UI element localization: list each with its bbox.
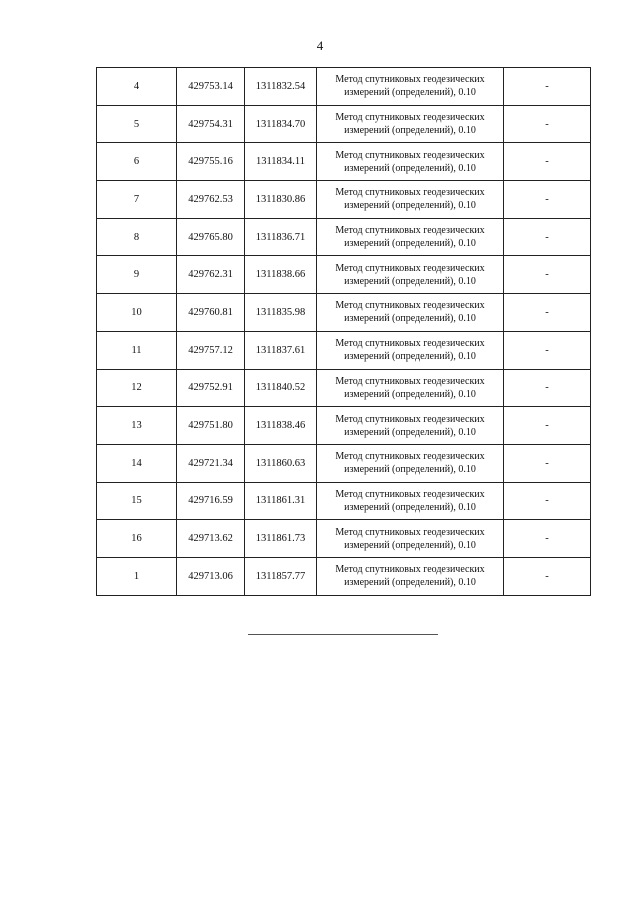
method-line-2: измерений (определений), 0.10 — [344, 87, 476, 99]
page-number: 4 — [316, 38, 324, 53]
note-cell: - — [504, 520, 591, 558]
method-line-1: Метод спутниковых геодезических — [335, 262, 485, 274]
x-coordinate-cell: 429762.53 — [177, 181, 245, 219]
method-cell — [317, 294, 504, 332]
x-coordinate-cell: 429716.59 — [177, 482, 245, 520]
table-row — [97, 520, 591, 558]
method-cell — [317, 181, 504, 219]
y-coordinate-cell: 1311835.98 — [245, 294, 317, 332]
method-line-1: Метод спутниковых геодезических — [335, 112, 485, 124]
method-line-2: измерений (определений), 0.10 — [344, 238, 476, 250]
table-row — [97, 181, 591, 219]
method-cell — [317, 407, 504, 445]
x-coordinate-cell: 429751.80 — [177, 407, 245, 445]
y-coordinate-cell: 1311832.54 — [245, 68, 317, 106]
method-line-2: измерений (определений), 0.10 — [344, 426, 476, 438]
table-row — [97, 218, 591, 256]
x-coordinate-cell: 429721.34 — [177, 444, 245, 482]
x-coordinate-cell: 429760.81 — [177, 294, 245, 332]
table-row — [97, 557, 591, 595]
y-coordinate-cell: 1311840.52 — [245, 369, 317, 407]
note-cell: - — [504, 444, 591, 482]
table-row — [97, 331, 591, 369]
method-line-2: измерений (определений), 0.10 — [344, 388, 476, 400]
table-row — [97, 407, 591, 445]
method-cell — [317, 143, 504, 181]
point-number-cell: 15 — [97, 482, 177, 520]
method-line-2: измерений (определений), 0.10 — [344, 351, 476, 363]
note-cell: - — [504, 294, 591, 332]
method-cell — [317, 444, 504, 482]
method-line-1: Метод спутниковых геодезических — [335, 225, 485, 237]
x-coordinate-cell: 429753.14 — [177, 68, 245, 106]
note-cell: - — [504, 407, 591, 445]
point-number-cell: 11 — [97, 331, 177, 369]
method-line-1: Метод спутниковых геодезических — [335, 526, 485, 538]
method-line-1: Метод спутниковых геодезических — [335, 564, 485, 576]
point-number-cell: 8 — [97, 218, 177, 256]
note-cell: - — [504, 181, 591, 219]
note-cell: - — [504, 218, 591, 256]
method-cell — [317, 369, 504, 407]
coordinates-table-body — [97, 68, 591, 596]
note-cell: - — [504, 482, 591, 520]
method-line-1: Метод спутниковых геодезических — [335, 74, 485, 86]
x-coordinate-cell: 429757.12 — [177, 331, 245, 369]
table-row — [97, 68, 591, 106]
note-cell: - — [504, 68, 591, 106]
table-row — [97, 482, 591, 520]
point-number-cell: 14 — [97, 444, 177, 482]
y-coordinate-cell: 1311834.11 — [245, 143, 317, 181]
method-cell — [317, 105, 504, 143]
y-coordinate-cell: 1311834.70 — [245, 105, 317, 143]
point-number-cell: 4 — [97, 68, 177, 106]
x-coordinate-cell: 429754.31 — [177, 105, 245, 143]
table-row — [97, 105, 591, 143]
method-line-2: измерений (определений), 0.10 — [344, 162, 476, 174]
point-number-cell: 6 — [97, 143, 177, 181]
closing-divider — [248, 634, 438, 635]
x-coordinate-cell: 429713.62 — [177, 520, 245, 558]
y-coordinate-cell: 1311857.77 — [245, 557, 317, 595]
note-cell: - — [504, 256, 591, 294]
point-number-cell: 13 — [97, 407, 177, 445]
y-coordinate-cell: 1311836.71 — [245, 218, 317, 256]
x-coordinate-cell: 429713.06 — [177, 557, 245, 595]
method-line-1: Метод спутниковых геодезических — [335, 187, 485, 199]
note-cell: - — [504, 143, 591, 181]
table-row — [97, 369, 591, 407]
method-cell — [317, 557, 504, 595]
point-number-cell: 10 — [97, 294, 177, 332]
method-line-2: измерений (определений), 0.10 — [344, 501, 476, 513]
y-coordinate-cell: 1311860.63 — [245, 444, 317, 482]
note-cell: - — [504, 557, 591, 595]
table-row — [97, 143, 591, 181]
table-row — [97, 256, 591, 294]
x-coordinate-cell: 429752.91 — [177, 369, 245, 407]
y-coordinate-cell: 1311838.46 — [245, 407, 317, 445]
method-cell — [317, 331, 504, 369]
method-line-2: измерений (определений), 0.10 — [344, 539, 476, 551]
method-line-2: измерений (определений), 0.10 — [344, 200, 476, 212]
x-coordinate-cell: 429755.16 — [177, 143, 245, 181]
table-row — [97, 294, 591, 332]
method-line-2: измерений (определений), 0.10 — [344, 464, 476, 476]
method-line-1: Метод спутниковых геодезических — [335, 338, 485, 350]
y-coordinate-cell: 1311830.86 — [245, 181, 317, 219]
note-cell: - — [504, 331, 591, 369]
point-number-cell: 9 — [97, 256, 177, 294]
coordinates-table — [96, 67, 591, 596]
method-line-2: измерений (определений), 0.10 — [344, 577, 476, 589]
point-number-cell: 5 — [97, 105, 177, 143]
method-line-2: измерений (определений), 0.10 — [344, 313, 476, 325]
method-line-1: Метод спутниковых геодезических — [335, 375, 485, 387]
method-line-2: измерений (определений), 0.10 — [344, 275, 476, 287]
y-coordinate-cell: 1311861.31 — [245, 482, 317, 520]
method-cell — [317, 520, 504, 558]
point-number-cell: 16 — [97, 520, 177, 558]
method-cell — [317, 482, 504, 520]
note-cell: - — [504, 105, 591, 143]
method-cell — [317, 218, 504, 256]
x-coordinate-cell: 429762.31 — [177, 256, 245, 294]
method-line-1: Метод спутниковых геодезических — [335, 451, 485, 463]
note-cell: - — [504, 369, 591, 407]
method-line-1: Метод спутниковых геодезических — [335, 413, 485, 425]
point-number-cell: 7 — [97, 181, 177, 219]
method-line-2: измерений (определений), 0.10 — [344, 125, 476, 137]
x-coordinate-cell: 429765.80 — [177, 218, 245, 256]
method-line-1: Метод спутниковых геодезических — [335, 488, 485, 500]
method-line-1: Метод спутниковых геодезических — [335, 149, 485, 161]
method-line-1: Метод спутниковых геодезических — [335, 300, 485, 312]
y-coordinate-cell: 1311861.73 — [245, 520, 317, 558]
y-coordinate-cell: 1311838.66 — [245, 256, 317, 294]
method-cell — [317, 68, 504, 106]
point-number-cell: 1 — [97, 557, 177, 595]
method-cell — [317, 256, 504, 294]
point-number-cell: 12 — [97, 369, 177, 407]
y-coordinate-cell: 1311837.61 — [245, 331, 317, 369]
table-row — [97, 444, 591, 482]
